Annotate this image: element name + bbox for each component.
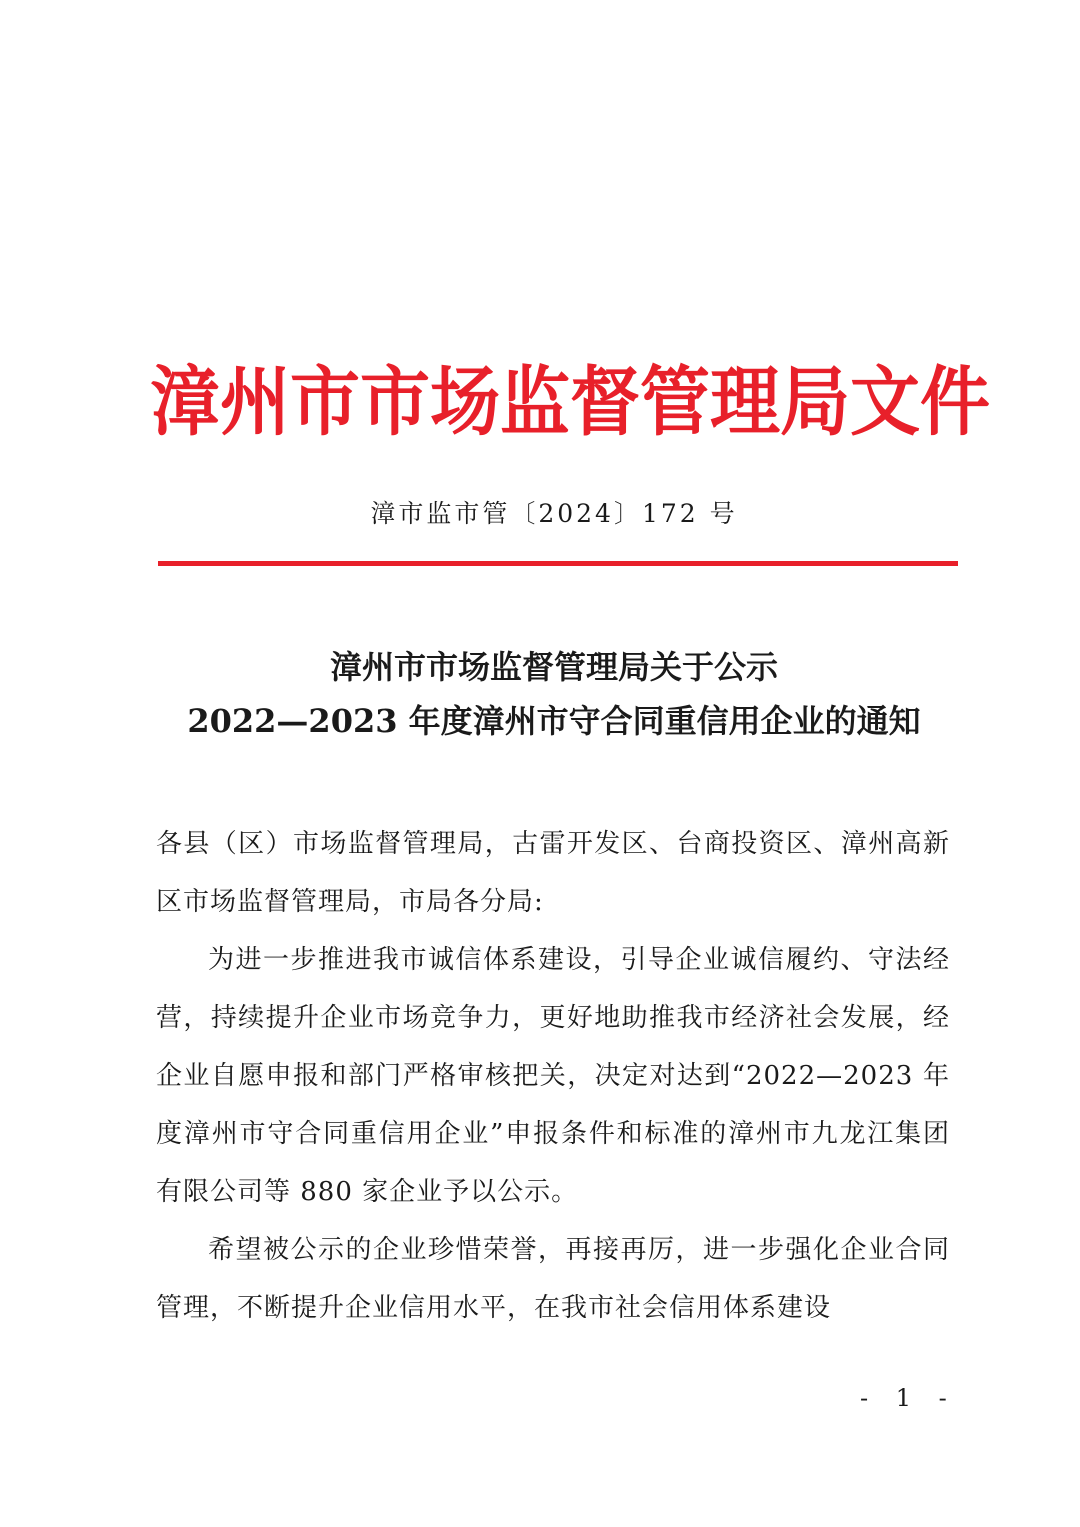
page-number: - 1 - [860, 1384, 957, 1412]
notice-body [156, 815, 950, 1337]
notice-title [150, 640, 958, 748]
notice-title-line-2: 2022—2023 年度漳州市守合同重信用企业的通知 [187, 702, 921, 740]
red-divider-line [158, 561, 958, 566]
addressee: 各县（区）市场监督管理局，古雷开发区、台商投资区、漳州高新区市场监督管理局，市局各分局: [156, 829, 950, 917]
body-paragraph-1: 为进一步推进我市诚信体系建设，引导企业诚信履约、守法经营，持续提升企业市场竞争力，更好地助推我市经济社会发展，经企业自愿申报和部门严格审核把关，决定对达到“2022—2023 年度漳州市守合同重信用企业”申报条件和标准的漳州市九龙江集团有限公司等 880 家企业予以公示。 [156, 945, 950, 1207]
masthead-title: 漳州市市场监督管理局文件 [150, 356, 990, 447]
body-paragraph-2: 希望被公示的企业珍惜荣誉，再接再厉，进一步强化企业合同管理，不断提升企业信用水平，在我市社会信用体系建设 [156, 1235, 950, 1323]
notice-title-line-1: 漳州市市场监督管理局关于公示 [329, 648, 778, 686]
document-number: 漳市监市管〔2024〕172 号 [370, 499, 738, 528]
